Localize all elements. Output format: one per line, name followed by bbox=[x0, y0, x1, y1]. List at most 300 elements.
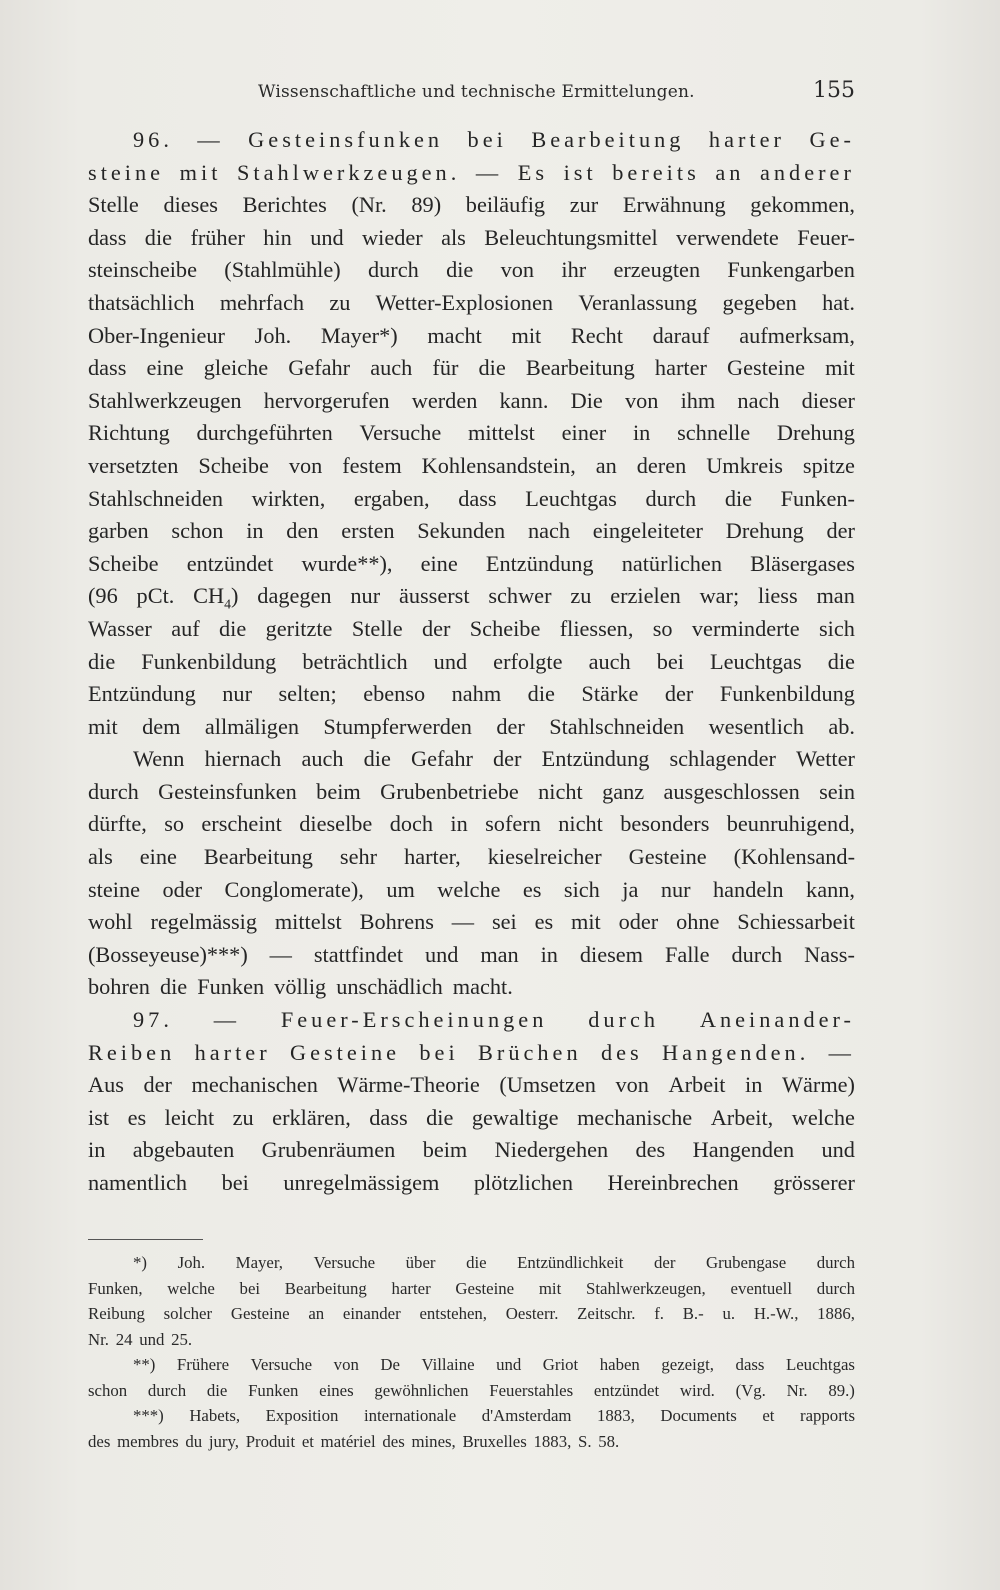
word: Umkreis bbox=[706, 452, 783, 478]
word: Mayer, bbox=[235, 1253, 283, 1272]
word: 1886, bbox=[817, 1304, 855, 1323]
word: der bbox=[493, 746, 522, 772]
word: kann, bbox=[806, 876, 855, 902]
word: der bbox=[421, 615, 451, 641]
text-line bbox=[88, 1167, 855, 1200]
word: Kohlensandstein, bbox=[421, 452, 576, 478]
word: die bbox=[219, 615, 247, 641]
word: mit bbox=[825, 355, 855, 381]
word: zu bbox=[329, 289, 351, 315]
word: welche bbox=[791, 1104, 855, 1130]
word: Stahlwerkzeugen bbox=[88, 387, 242, 413]
word: mit bbox=[179, 159, 222, 185]
word: Recht bbox=[570, 322, 623, 348]
word: des bbox=[635, 1137, 666, 1163]
word: entzündet bbox=[593, 1380, 660, 1400]
word: spitze bbox=[802, 452, 855, 478]
word: (Kohlensand- bbox=[733, 844, 855, 870]
word: wieder bbox=[362, 224, 423, 250]
word: war; bbox=[699, 583, 740, 609]
word: ebenso bbox=[363, 681, 426, 707]
word: sehr bbox=[339, 844, 378, 870]
word: zur bbox=[569, 192, 599, 218]
word: durch bbox=[645, 485, 697, 511]
word: Stahlschneiden bbox=[88, 485, 223, 511]
word: die bbox=[363, 746, 391, 772]
word: durch bbox=[816, 1278, 855, 1298]
word: Wenn bbox=[133, 746, 185, 772]
word: (Nr. bbox=[351, 192, 387, 218]
word: wesentlich bbox=[708, 713, 804, 739]
word: nur bbox=[660, 876, 691, 902]
word: beim bbox=[422, 1137, 468, 1163]
word: an bbox=[715, 159, 745, 185]
word: auch bbox=[588, 648, 631, 674]
word: Falle bbox=[664, 941, 710, 967]
word: der bbox=[143, 1072, 172, 1098]
word: in bbox=[450, 811, 468, 837]
word: entstehen, bbox=[419, 1304, 488, 1323]
word: hervorgerufen bbox=[263, 387, 390, 413]
page-header bbox=[88, 74, 855, 114]
word: gewöhnlichen bbox=[374, 1380, 469, 1400]
word: bei bbox=[221, 1170, 249, 1195]
word: die bbox=[466, 1253, 487, 1272]
word: bereits bbox=[612, 159, 700, 185]
word: dieselbe bbox=[299, 811, 373, 837]
word: hat. bbox=[822, 289, 855, 315]
word: steine bbox=[88, 159, 165, 185]
word: bei bbox=[656, 648, 684, 674]
word: hin bbox=[263, 224, 292, 250]
word: mit bbox=[511, 322, 542, 348]
word: mines, bbox=[411, 1431, 456, 1451]
word: — bbox=[269, 941, 292, 967]
word: Wärme-Theorie bbox=[337, 1072, 480, 1098]
word: garben bbox=[88, 518, 149, 544]
text-line bbox=[88, 580, 855, 613]
text-line bbox=[88, 417, 855, 450]
word: doch bbox=[389, 811, 434, 837]
word: unschädlich bbox=[336, 974, 443, 1000]
running-head: Wissenschaftliche und technische Ermittelungen. bbox=[258, 82, 695, 102]
word: die bbox=[206, 1380, 228, 1400]
word: die bbox=[144, 224, 173, 250]
word: einer bbox=[561, 420, 607, 446]
word: mit bbox=[88, 713, 118, 739]
word: an bbox=[308, 1304, 325, 1323]
word: Arbeit bbox=[668, 1072, 726, 1098]
word: als bbox=[441, 224, 466, 250]
word: in bbox=[745, 1072, 763, 1098]
word: und bbox=[424, 941, 459, 967]
word: dem bbox=[142, 713, 181, 739]
word: so bbox=[652, 615, 673, 641]
word: gewaltige bbox=[471, 1104, 559, 1130]
word: Gefahr bbox=[288, 355, 351, 381]
word: — bbox=[197, 127, 224, 152]
word: ersten bbox=[341, 518, 395, 544]
word: harter bbox=[654, 355, 707, 381]
word: bohren bbox=[88, 974, 150, 1000]
word: Conglomerate), bbox=[224, 876, 364, 902]
word: nach bbox=[527, 518, 571, 544]
word: Funkengarben bbox=[727, 257, 855, 283]
word: Scheibe bbox=[198, 452, 269, 478]
word: beiläufig bbox=[465, 192, 546, 218]
word: 1883, bbox=[533, 1431, 572, 1451]
word: Stelle bbox=[88, 192, 139, 218]
word: (Bosseyeuse)***) bbox=[88, 941, 248, 967]
word: ist bbox=[88, 1104, 110, 1130]
word: steinscheibe bbox=[88, 257, 197, 283]
word: die bbox=[446, 257, 474, 283]
word: harter bbox=[194, 1039, 271, 1065]
word: Feuer-Erscheinungen bbox=[280, 1007, 548, 1033]
word: Habets, bbox=[189, 1406, 241, 1425]
word: Niedergehen bbox=[494, 1137, 609, 1163]
word: Grubenbetriebe bbox=[380, 778, 519, 804]
word: werden bbox=[411, 387, 478, 413]
word: 25. bbox=[171, 1329, 193, 1349]
word: Entzündlichkeit bbox=[517, 1253, 624, 1272]
word: Mayer*) bbox=[320, 322, 398, 348]
text-line bbox=[88, 124, 855, 157]
word: Nass- bbox=[804, 941, 855, 967]
word: unregelmässigem bbox=[283, 1170, 440, 1195]
word: Reiben bbox=[88, 1039, 176, 1065]
word: zu bbox=[232, 1104, 254, 1130]
word: Brüchen bbox=[478, 1039, 582, 1065]
text-line bbox=[88, 157, 855, 190]
word: Zeitschr. bbox=[577, 1304, 636, 1323]
word: Gesteinsfunken bbox=[248, 127, 444, 152]
word: Wasser bbox=[88, 615, 152, 641]
text-line bbox=[88, 874, 855, 907]
word: Versuche bbox=[313, 1253, 376, 1272]
text-line bbox=[88, 254, 855, 287]
word: schon bbox=[171, 518, 224, 544]
word: verminderte bbox=[691, 615, 800, 641]
word: *) bbox=[133, 1253, 147, 1272]
word: schnelle bbox=[677, 420, 751, 446]
word: wird. bbox=[679, 1380, 715, 1400]
word: deren bbox=[636, 452, 687, 478]
word: mechanische bbox=[577, 1104, 693, 1130]
word: Gesteine bbox=[289, 1039, 401, 1065]
word: Bearbeitung bbox=[525, 355, 635, 381]
word: Scheibe bbox=[88, 550, 159, 576]
word: ihm bbox=[680, 387, 716, 413]
word: dieser bbox=[801, 387, 855, 413]
word: et bbox=[762, 1406, 775, 1425]
word: 89) bbox=[411, 192, 442, 218]
word: Ober-Ingenieur bbox=[88, 322, 225, 348]
word: darauf bbox=[652, 322, 710, 348]
word: Versuche bbox=[250, 1355, 313, 1374]
word: einander bbox=[342, 1304, 401, 1323]
word: mit bbox=[571, 909, 601, 935]
text-line bbox=[88, 548, 855, 581]
word: — bbox=[475, 159, 503, 185]
word: et bbox=[301, 1431, 314, 1451]
word: Griot bbox=[542, 1355, 579, 1374]
word: S. bbox=[578, 1431, 592, 1451]
text-line bbox=[88, 352, 855, 385]
word: dass bbox=[369, 1104, 408, 1130]
word: bei bbox=[467, 127, 507, 152]
word: harter, bbox=[404, 844, 461, 870]
word: solcher bbox=[163, 1304, 213, 1323]
word: Stumpferwerden bbox=[323, 713, 472, 739]
word: Oesterr. bbox=[505, 1304, 559, 1323]
word: für bbox=[432, 355, 459, 381]
word: sich bbox=[818, 615, 855, 641]
word: welche bbox=[437, 876, 501, 902]
word: Erwähnung bbox=[622, 192, 726, 218]
word: nicht bbox=[558, 811, 603, 837]
word: Drehung bbox=[776, 420, 855, 446]
text-line bbox=[88, 743, 855, 776]
word: Arbeit, bbox=[710, 1104, 774, 1130]
word: ist bbox=[563, 159, 597, 185]
word: steine bbox=[88, 876, 141, 902]
word: Stärke bbox=[581, 681, 639, 707]
word: Grubenräumen bbox=[261, 1137, 396, 1163]
word: Gesteine bbox=[455, 1278, 515, 1298]
word: macht. bbox=[452, 974, 513, 1000]
footnote-line bbox=[88, 1403, 855, 1429]
word: anderer bbox=[759, 159, 855, 185]
word: Joh. bbox=[254, 322, 292, 348]
word: Frühere bbox=[176, 1355, 230, 1374]
word: sein bbox=[819, 778, 855, 804]
word: des bbox=[88, 1431, 111, 1451]
word: gleiche bbox=[203, 355, 269, 381]
word: beim bbox=[316, 778, 361, 804]
word: erzeugten bbox=[613, 257, 701, 283]
body-text bbox=[88, 124, 855, 1200]
word: eventuell bbox=[730, 1278, 793, 1298]
word: von bbox=[500, 257, 535, 283]
word: (Vg. bbox=[735, 1380, 766, 1400]
word: es bbox=[127, 1104, 147, 1130]
word: schwer bbox=[488, 583, 552, 609]
word: Funken- bbox=[780, 485, 855, 511]
word: in bbox=[246, 518, 264, 544]
text-line bbox=[88, 483, 855, 516]
word: mit bbox=[538, 1278, 562, 1298]
word: Produit bbox=[245, 1431, 296, 1451]
text-line bbox=[88, 1037, 855, 1070]
word: internationale bbox=[363, 1406, 457, 1425]
word: Ge- bbox=[809, 127, 855, 152]
word: Hereinbrechen bbox=[607, 1170, 739, 1195]
word: Stahlwerkzeugen, bbox=[586, 1278, 706, 1298]
word: ergaben, bbox=[353, 485, 430, 511]
word: die bbox=[159, 974, 188, 1000]
word: Funken bbox=[197, 974, 265, 1000]
word: als bbox=[88, 844, 113, 870]
text-line bbox=[88, 385, 855, 418]
word: Bruxelles bbox=[462, 1431, 527, 1451]
word: welche bbox=[167, 1278, 215, 1298]
word: Bläsergases bbox=[750, 550, 855, 576]
word: harter bbox=[391, 1278, 431, 1298]
word: bei bbox=[239, 1278, 261, 1298]
word: Veranlassung bbox=[578, 289, 698, 315]
word: B.- bbox=[682, 1304, 704, 1323]
page-number: 155 bbox=[813, 78, 855, 103]
word: Beleuchtungsmittel bbox=[484, 224, 658, 250]
word: erfolgte bbox=[493, 648, 563, 674]
word: Hangenden bbox=[692, 1137, 795, 1163]
word: selten; bbox=[278, 681, 337, 707]
word: der bbox=[664, 681, 694, 707]
word: gegeben bbox=[722, 289, 797, 315]
word: Leuchtgas bbox=[785, 1355, 855, 1374]
word: Leuchtgas bbox=[525, 485, 617, 511]
word: nahm bbox=[451, 681, 502, 707]
word: nicht bbox=[538, 778, 583, 804]
word: Joh. bbox=[177, 1253, 206, 1272]
word: und bbox=[821, 1137, 855, 1163]
word: harter bbox=[708, 127, 785, 152]
word: Gesteine bbox=[727, 355, 806, 381]
footnote-line bbox=[88, 1301, 855, 1327]
text-line bbox=[88, 450, 855, 483]
word: ganz bbox=[602, 778, 645, 804]
word: du bbox=[185, 1431, 203, 1451]
text-line bbox=[88, 1134, 855, 1167]
word: man bbox=[816, 583, 855, 609]
word: leicht bbox=[164, 1104, 215, 1130]
text-line bbox=[88, 1004, 855, 1037]
word: man bbox=[480, 941, 519, 967]
word: geritzte bbox=[265, 615, 333, 641]
word: Sekunden bbox=[417, 518, 506, 544]
word: (Umsetzen bbox=[499, 1072, 596, 1098]
word: kieselreicher bbox=[487, 844, 602, 870]
word: dagegen bbox=[257, 583, 332, 609]
word: durch bbox=[368, 257, 419, 283]
word: eine bbox=[139, 844, 177, 870]
word: von bbox=[615, 1072, 649, 1098]
word: ***) bbox=[133, 1406, 164, 1425]
word: völlig bbox=[274, 974, 327, 1000]
word: namentlich bbox=[88, 1170, 188, 1195]
word: haben bbox=[599, 1355, 640, 1374]
word: Stelle bbox=[351, 615, 403, 641]
word: durch bbox=[731, 941, 783, 967]
word: Exposition bbox=[265, 1406, 339, 1425]
word: Funken bbox=[248, 1380, 299, 1400]
word: Leuchtgas bbox=[710, 648, 802, 674]
word: jury, bbox=[208, 1431, 239, 1451]
word: Entzündung bbox=[485, 550, 594, 576]
word: Aus bbox=[88, 1072, 124, 1098]
word: Wetter-Explosionen bbox=[375, 289, 553, 315]
text-line bbox=[88, 841, 855, 874]
text-line bbox=[88, 613, 855, 646]
text-line bbox=[88, 646, 855, 679]
word: Bearbeitung bbox=[203, 844, 313, 870]
word: u. bbox=[722, 1304, 736, 1323]
footnote-line bbox=[88, 1378, 855, 1404]
word: festem bbox=[342, 452, 402, 478]
word: es bbox=[534, 909, 554, 935]
word: **) bbox=[133, 1355, 156, 1374]
word: gekommen, bbox=[750, 192, 855, 218]
word: in bbox=[88, 1137, 106, 1163]
word: Stahlschneiden bbox=[549, 713, 685, 739]
word: dass bbox=[458, 485, 497, 511]
word: plötzlichen bbox=[473, 1170, 573, 1195]
word: eingeleiteter bbox=[592, 518, 703, 544]
word: stattfindet bbox=[313, 941, 404, 967]
word: gezeigt, bbox=[661, 1355, 715, 1374]
word: (Stahlmühle) bbox=[224, 257, 341, 283]
word: nach bbox=[737, 387, 780, 413]
word: — bbox=[828, 1039, 855, 1065]
word: wurde**), bbox=[301, 550, 393, 576]
word: zu bbox=[570, 583, 592, 609]
word: — bbox=[213, 1007, 241, 1033]
word: die bbox=[426, 1104, 454, 1130]
word: von bbox=[288, 452, 323, 478]
word: H.-W., bbox=[753, 1304, 799, 1323]
word: von bbox=[624, 387, 659, 413]
word: ihr bbox=[561, 257, 587, 283]
word: den bbox=[286, 518, 319, 544]
word: allmäligen bbox=[204, 713, 299, 739]
word: Nr. bbox=[786, 1380, 808, 1400]
word: Bearbeitung bbox=[284, 1278, 367, 1298]
word: Wetter bbox=[796, 746, 855, 772]
word: durch bbox=[588, 1007, 660, 1033]
footnote-line bbox=[88, 1429, 855, 1455]
word: beträchtlich bbox=[302, 648, 408, 674]
word: des bbox=[382, 1431, 405, 1451]
footnote-rule bbox=[88, 1239, 203, 1240]
word: handeln bbox=[713, 876, 784, 902]
word: Entzündung bbox=[541, 746, 650, 772]
footnotes bbox=[88, 1250, 855, 1454]
word: sofern bbox=[485, 811, 541, 837]
word: über bbox=[405, 1253, 436, 1272]
text-line bbox=[88, 515, 855, 548]
word: die bbox=[827, 648, 855, 674]
word: diesem bbox=[579, 941, 644, 967]
text-line bbox=[88, 1069, 855, 1102]
word: bei bbox=[419, 1039, 459, 1065]
word: Funken, bbox=[88, 1278, 143, 1298]
word: nur bbox=[222, 681, 252, 707]
word: pCt. bbox=[136, 583, 175, 609]
word: Drehung bbox=[725, 518, 804, 544]
word: es bbox=[522, 876, 542, 902]
word: dass bbox=[88, 224, 127, 250]
word: dass bbox=[88, 355, 127, 381]
word: erscheint bbox=[201, 811, 282, 837]
word: versetzten bbox=[88, 452, 179, 478]
text-line bbox=[88, 971, 855, 1004]
text-line bbox=[88, 711, 855, 744]
word: Gesteine bbox=[628, 844, 707, 870]
word: die bbox=[478, 355, 506, 381]
text-line bbox=[88, 939, 855, 972]
word: besonders bbox=[620, 811, 710, 837]
